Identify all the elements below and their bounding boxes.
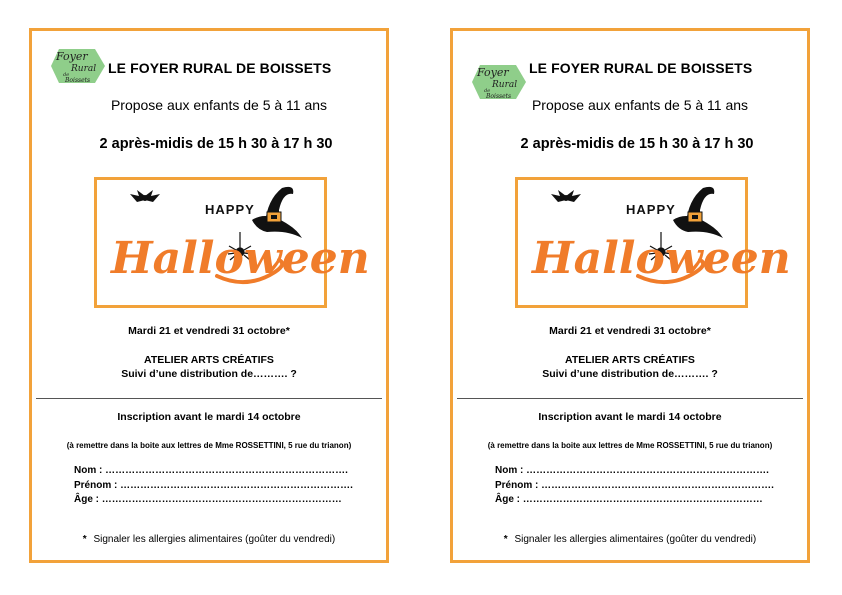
banner-halloween-text: Halloween bbox=[532, 233, 791, 284]
divider bbox=[36, 398, 382, 399]
banner-happy-text: HAPPY bbox=[205, 202, 255, 217]
halloween-banner bbox=[515, 177, 791, 308]
remettre-note: (à remettre dans la boite aux lettres de Mme ROSSETTINI, 5 rue du trianon) bbox=[487, 441, 773, 450]
bat-icon bbox=[130, 190, 160, 202]
witch-hat-icon bbox=[673, 187, 723, 238]
logo-word-rural: Rural bbox=[71, 64, 97, 74]
flyer-title: LE FOYER RURAL DE BOISSETS bbox=[529, 60, 753, 76]
bat-icon bbox=[551, 190, 581, 202]
registration-fields bbox=[495, 464, 774, 508]
event-dates: Mardi 21 et vendredi 31 octobre* bbox=[549, 325, 711, 337]
flyer-subtitle: Propose aux enfants de 5 à 11 ans bbox=[110, 97, 328, 113]
allergies-text: Signaler les allergies alimentaires (goûter du vendredi) bbox=[514, 534, 757, 545]
allergies-note bbox=[453, 534, 807, 545]
remettre-note: (à remettre dans la boite aux lettres de Mme ROSSETTINI, 5 rue du trianon) bbox=[66, 441, 352, 450]
flyer-right bbox=[450, 28, 810, 563]
logo-word-de: de bbox=[63, 72, 70, 78]
flyer-subtitle: Propose aux enfants de 5 à 11 ans bbox=[531, 97, 749, 113]
banner-happy-text: HAPPY bbox=[626, 202, 676, 217]
atelier-suivi: Suivi d’une distribution de………. ? bbox=[121, 368, 297, 380]
nom-field[interactable]: Nom : ………………………………………………………………. bbox=[495, 465, 769, 476]
banner-halloween-text: Halloween bbox=[111, 233, 370, 284]
event-dates: Mardi 21 et vendredi 31 octobre* bbox=[128, 325, 290, 337]
allergies-note bbox=[32, 534, 386, 545]
inscription-deadline: Inscription avant le mardi 14 octobre bbox=[538, 411, 722, 423]
flyer-hours: 2 après-midis de 15 h 30 à 17 h 30 bbox=[99, 136, 333, 152]
allergies-star: * bbox=[503, 534, 508, 545]
logo-word-rural: Rural bbox=[492, 80, 518, 90]
flyer-title: LE FOYER RURAL DE BOISSETS bbox=[108, 60, 332, 76]
atelier-title: ATELIER ARTS CRÉATIFS bbox=[565, 354, 695, 366]
nom-field[interactable]: Nom : ………………………………………………………………. bbox=[74, 465, 348, 476]
flyer-left bbox=[29, 28, 389, 563]
atelier-block bbox=[32, 353, 386, 381]
foyer-rural-logo bbox=[51, 45, 107, 87]
logo-word-foyer: Foyer bbox=[56, 50, 88, 63]
registration-fields bbox=[74, 464, 353, 508]
flyer-hours: 2 après-midis de 15 h 30 à 17 h 30 bbox=[520, 136, 754, 152]
atelier-title: ATELIER ARTS CRÉATIFS bbox=[144, 354, 274, 366]
allergies-star: * bbox=[82, 534, 87, 545]
halloween-banner bbox=[94, 177, 370, 308]
witch-hat-icon bbox=[252, 187, 302, 238]
logo-word-de: de bbox=[484, 88, 491, 94]
prenom-field[interactable]: Prénom : ……………………………………………………………. bbox=[74, 479, 353, 491]
prenom-field[interactable]: Prénom : ……………………………………………………………. bbox=[495, 479, 774, 491]
logo-word-foyer: Foyer bbox=[477, 66, 509, 79]
divider bbox=[457, 398, 803, 399]
logo-word-boissets: Boissets bbox=[486, 93, 512, 100]
inscription-deadline: Inscription avant le mardi 14 octobre bbox=[117, 411, 301, 423]
atelier-block bbox=[453, 353, 807, 381]
atelier-suivi: Suivi d’une distribution de………. ? bbox=[542, 368, 718, 380]
logo-word-boissets: Boissets bbox=[65, 77, 91, 84]
allergies-text: Signaler les allergies alimentaires (goûter du vendredi) bbox=[93, 534, 336, 545]
age-field[interactable]: Âge : ……………………………………………………………… bbox=[74, 494, 342, 505]
age-field[interactable]: Âge : ……………………………………………………………… bbox=[495, 494, 763, 505]
